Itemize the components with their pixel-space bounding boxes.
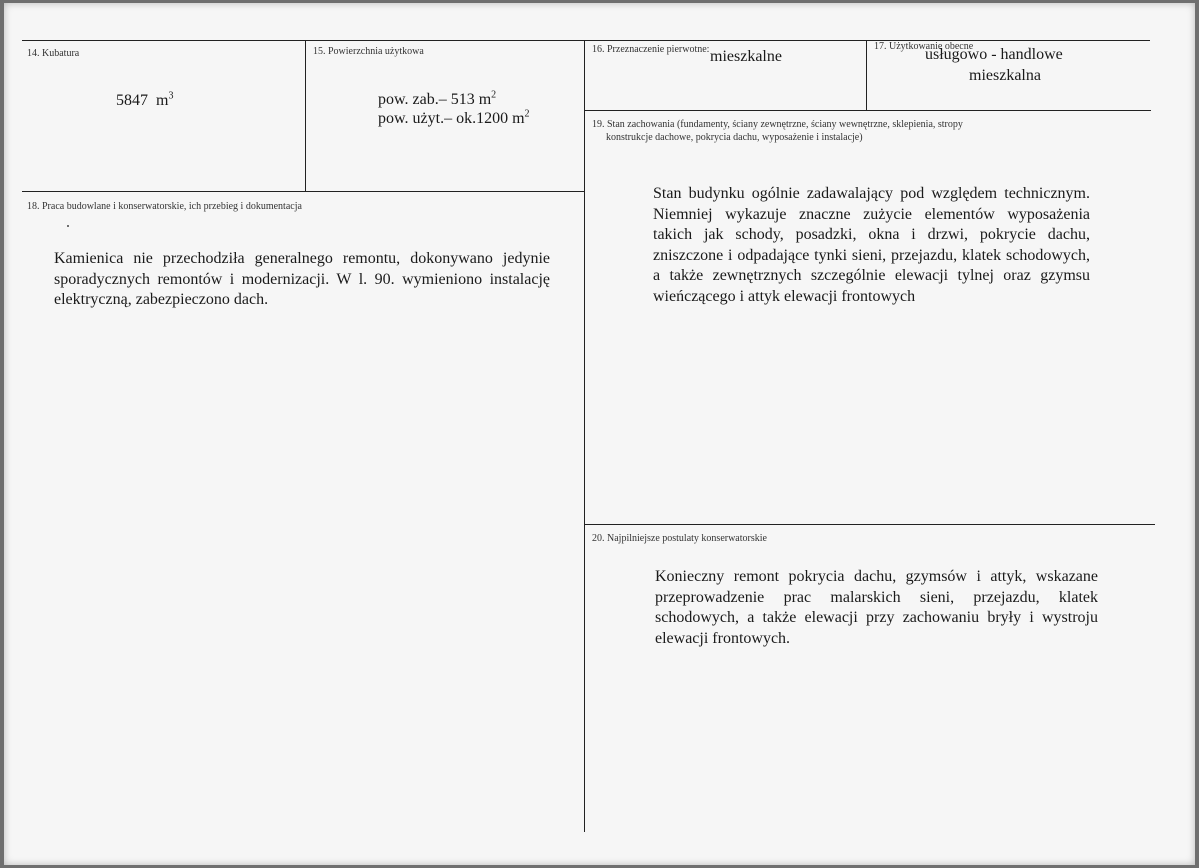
field-14-value bbox=[116, 91, 173, 111]
rule-under-16-17 bbox=[585, 110, 1151, 111]
field-19-text: Stan budynku ogólnie zadawalający pod względem technicznym. Niemniej wykazuje znaczne zużycie elementów wyposażenia takich jak schody, posadzki, okna i drzwi, pokrycie dachu, zniszczone i odpadające tynki sieni, przejazdu, klatek schodowych, a także zewnętrznych szczególnie elewacji tylnej oraz gzymsu wieńczącego i attyk elewacji frontowych bbox=[653, 185, 1090, 305]
field-14-label: 14. Kubatura bbox=[27, 48, 80, 59]
rule-above-20 bbox=[585, 524, 1155, 525]
center-divider bbox=[584, 40, 585, 832]
usable-area-exponent: 2 bbox=[524, 108, 530, 120]
field-18-text: Kamienica nie przechodziła generalnego remontu, dokonywano jedynie sporadycznych remontów i modernizacji. W l. 90. wymieniono instalację elektryczną, zabezpieczono dach. bbox=[54, 250, 550, 308]
field-20-label: 20. Najpilniejsze postulaty konserwatorskie bbox=[592, 533, 767, 544]
record-card-sheet bbox=[4, 3, 1195, 865]
field-15-label: 15. Powierzchnia użytkowa bbox=[313, 46, 424, 57]
rule-under-14-15 bbox=[22, 191, 585, 192]
field-17-value-line2: mieszkalna bbox=[969, 67, 1041, 84]
kubatura-number: 5847 bbox=[116, 92, 148, 109]
built-up-area-text: pow. zab.– 513 m bbox=[378, 91, 492, 108]
field-16-value: mieszkalne bbox=[710, 48, 782, 65]
field-20-text: Konieczny remont pokrycia dachu, gzymsów i attyk, wskazane przeprowadzenie prac malarskich sieni, przejazdu, klatek schodowych, a także elewacji przy zachowaniu bryły i wystroju elewacji frontowych. bbox=[655, 568, 1098, 647]
kubatura-unit: m bbox=[156, 92, 169, 109]
field-15-line1 bbox=[378, 90, 496, 110]
field-19-label-line1: 19. Stan zachowania (fundamenty, ściany zewnętrzne, ściany wewnętrzne, sklepienia, stropy bbox=[592, 119, 963, 130]
field-19-label-line2: konstrukcje dachowe, pokrycia dachu, wyposażenie i instalacje) bbox=[606, 132, 863, 143]
kubatura-unit-exponent: 3 bbox=[168, 90, 174, 102]
top-rule bbox=[22, 40, 1150, 41]
field-17-label: 17. Użytkowanie obecne bbox=[874, 41, 974, 52]
speck bbox=[67, 225, 69, 227]
usable-area-text: pow. użyt.– ok.1200 m bbox=[378, 110, 525, 127]
divider-14-15 bbox=[305, 40, 306, 191]
field-16-label: 16. Przeznaczenie pierwotne: bbox=[592, 44, 710, 55]
field-15-line2 bbox=[378, 109, 530, 129]
built-up-area-exponent: 2 bbox=[491, 89, 497, 101]
field-17-value-line1: usługowo - handlowe bbox=[925, 46, 1063, 63]
divider-16-17 bbox=[866, 40, 867, 110]
field-18-label: 18. Praca budowlane i konserwatorskie, ich przebieg i dokumentacja bbox=[27, 201, 302, 212]
